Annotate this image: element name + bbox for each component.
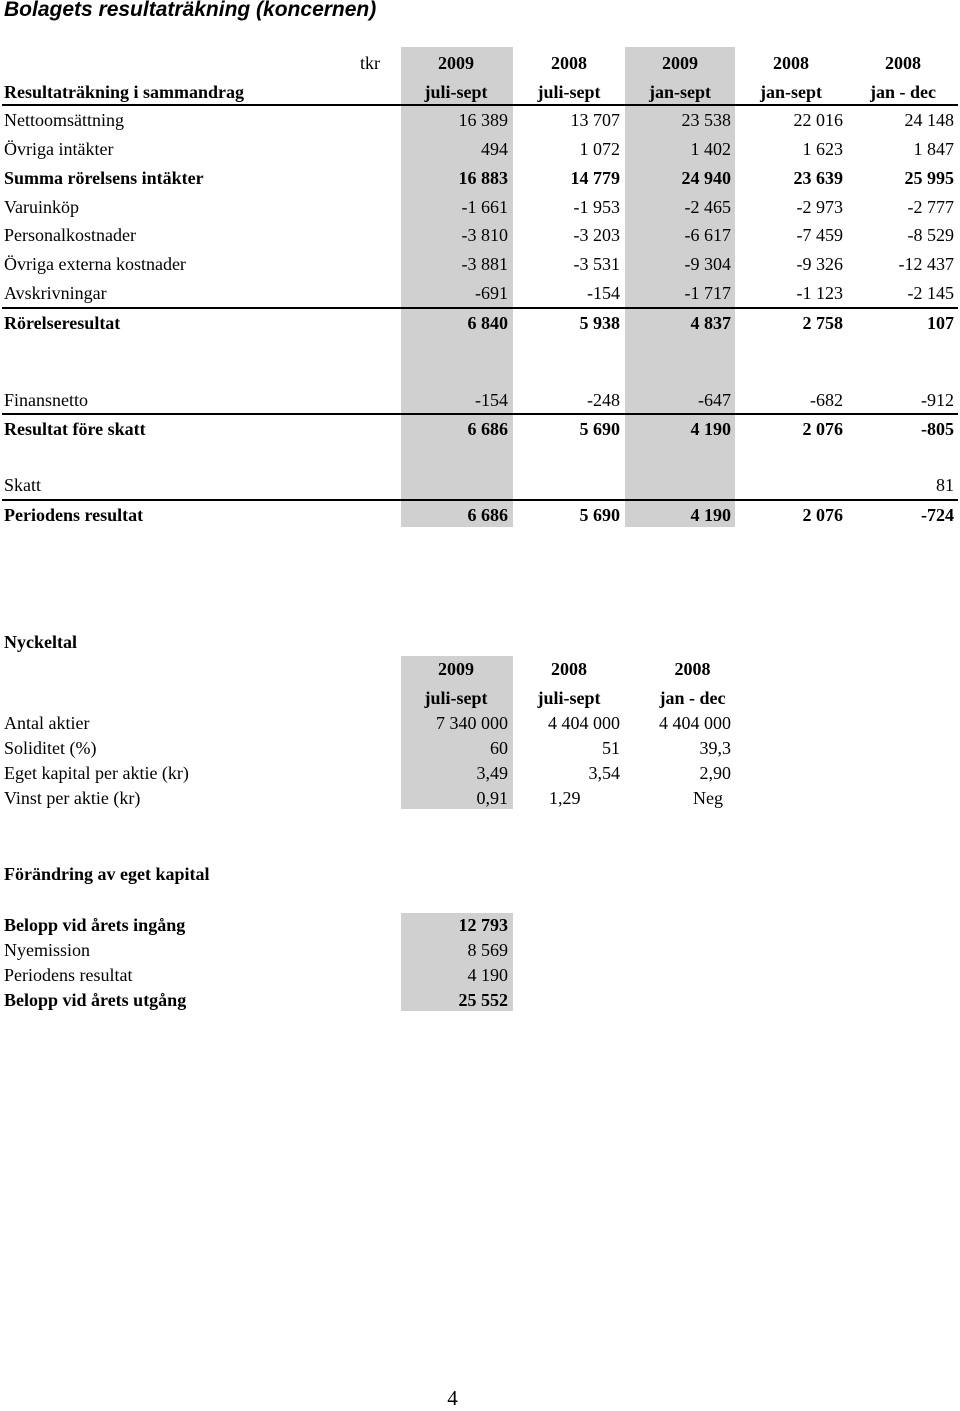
keyfig-cell: 1,29 [549, 788, 581, 808]
page-number: 4 [447, 1386, 458, 1410]
keyfig-year-header: 2008 [551, 659, 587, 679]
keyfig-year-header: 2009 [438, 659, 474, 679]
keyfig-year-header: 2008 [674, 659, 711, 679]
income-cell: 23 538 [681, 110, 731, 130]
period-header: juli-sept [424, 82, 488, 102]
keyfig-cell: 3,54 [588, 763, 620, 783]
keyfig-period-header: juli-sept [424, 688, 488, 708]
unit-label: tkr [360, 53, 380, 73]
income-cell: 1 847 [913, 139, 954, 159]
equity-value: 25 552 [458, 990, 508, 1010]
equity-heading: Förändring av eget kapital [4, 864, 210, 884]
year-header: 2009 [662, 53, 698, 73]
income-cell: -3 203 [573, 225, 620, 245]
keyfig-period-header: jan - dec [659, 688, 726, 708]
keyfig-cell: 3,49 [476, 763, 508, 783]
income-cell: 13 707 [570, 110, 620, 130]
income-cell: -6 617 [684, 225, 731, 245]
income-row-label: Varuinköp [4, 197, 79, 217]
income-cell: 6 686 [467, 505, 508, 525]
year-header: 2008 [551, 53, 587, 73]
year-header: 2009 [438, 53, 474, 73]
income-cell: -724 [921, 505, 954, 525]
income-cell: 6 686 [467, 419, 508, 439]
income-cell: -7 459 [796, 225, 843, 245]
keyfigures-heading: Nyckeltal [4, 632, 77, 652]
period-header: juli-sept [537, 82, 601, 102]
equity-row-label: Nyemission [4, 940, 91, 960]
income-cell: 2 076 [802, 419, 843, 439]
equity-row-label: Belopp vid årets ingång [4, 915, 186, 935]
keyfig-cell: 4 404 000 [659, 713, 731, 733]
income-cell: 4 837 [690, 313, 731, 333]
keyfig-cell: 39,3 [699, 738, 731, 758]
income-row-label: Övriga intäkter [4, 139, 114, 159]
income-cell: -805 [921, 419, 954, 439]
keyfig-cell: Neg [693, 788, 723, 808]
income-label: Resultaträkning i sammandrag [4, 82, 245, 102]
income-cell: -154 [587, 283, 620, 303]
income-cell: -2 145 [907, 283, 954, 303]
income-cell: -912 [921, 390, 954, 410]
keyfig-cell: 51 [602, 738, 620, 758]
income-cell: -3 881 [461, 254, 508, 274]
income-cell: -1 717 [684, 283, 731, 303]
income-cell: 5 690 [579, 419, 620, 439]
keyfig-row-label: Eget kapital per aktie (kr) [4, 763, 189, 783]
income-row-label: Avskrivningar [4, 283, 107, 303]
income-cell: -9 326 [796, 254, 843, 274]
period-header: jan-sept [760, 82, 822, 102]
income-cell: 23 639 [793, 168, 843, 188]
keyfig-row-label: Antal aktier [4, 713, 90, 733]
year-header: 2008 [885, 53, 921, 73]
income-row-label: Summa rörelsens intäkter [4, 168, 204, 188]
income-cell: -1 123 [796, 283, 843, 303]
income-cell: 24 148 [904, 110, 954, 130]
income-cell: 81 [936, 475, 954, 495]
page-title: Bolagets resultaträkning (koncernen) [4, 0, 377, 21]
income-cell: 1 072 [579, 139, 620, 159]
income-cell: 5 938 [579, 313, 620, 333]
income-cell: 24 940 [681, 168, 731, 188]
income-cell: 1 402 [690, 139, 731, 159]
income-cell: -1 661 [461, 197, 508, 217]
income-cell: -2 465 [684, 197, 731, 217]
income-row-label: Skatt [4, 475, 42, 495]
equity-value: 4 190 [467, 965, 508, 985]
income-row-label: Periodens resultat [4, 505, 144, 525]
header-divider [2, 104, 958, 106]
keyfig-cell: 60 [490, 738, 508, 758]
income-cell: -248 [587, 390, 620, 410]
income-cell: 22 016 [793, 110, 843, 130]
operating-result-divider [2, 307, 958, 309]
income-row-label: Finansnetto [4, 390, 88, 410]
keyfig-cell: 0,91 [476, 788, 508, 808]
income-cell: 5 690 [579, 505, 620, 525]
equity-value: 8 569 [467, 940, 508, 960]
income-row-label: Rörelseresultat [4, 313, 121, 333]
income-row-label: Övriga externa kostnader [4, 254, 186, 274]
income-cell: 4 190 [690, 505, 731, 525]
keyfig-row-label: Soliditet (%) [4, 738, 97, 758]
income-row-label: Personalkostnader [4, 225, 136, 245]
income-cell: -3 531 [573, 254, 620, 274]
keyfig-cell: 4 404 000 [548, 713, 620, 733]
income-cell: 4 190 [690, 419, 731, 439]
equity-row-label: Periodens resultat [4, 965, 133, 985]
equity-value: 12 793 [458, 915, 508, 935]
income-cell: 25 995 [904, 168, 954, 188]
equity-row-label: Belopp vid årets utgång [4, 990, 187, 1010]
income-cell: -2 777 [907, 197, 954, 217]
income-cell: 1 623 [802, 139, 843, 159]
keyfig-cell: 2,90 [699, 763, 731, 783]
keyfig-cell: 7 340 000 [436, 713, 508, 733]
income-cell: 2 076 [802, 505, 843, 525]
period-result-divider [2, 499, 958, 501]
income-cell: -8 529 [907, 225, 954, 245]
year-header: 2008 [773, 53, 809, 73]
income-row-label: Nettoomsättning [4, 110, 124, 130]
income-cell: -154 [475, 390, 508, 410]
income-cell: 2 758 [802, 313, 843, 333]
income-row-label: Resultat före skatt [4, 419, 146, 439]
income-cell: -691 [475, 283, 508, 303]
income-cell: 107 [927, 313, 954, 333]
income-cell: -1 953 [573, 197, 620, 217]
income-cell: -647 [698, 390, 731, 410]
income-cell: 494 [481, 139, 508, 159]
keyfig-period-header: juli-sept [537, 688, 601, 708]
income-cell: -3 810 [461, 225, 508, 245]
income-cell: -682 [810, 390, 843, 410]
income-cell: -9 304 [684, 254, 731, 274]
pretax-divider [2, 413, 958, 415]
income-cell: 6 840 [467, 313, 508, 333]
keyfig-row-label: Vinst per aktie (kr) [4, 788, 141, 808]
period-header: jan-sept [649, 82, 711, 102]
income-cell: 16 389 [458, 110, 508, 130]
income-cell: 16 883 [458, 168, 508, 188]
income-cell: 14 779 [570, 168, 620, 188]
income-cell: -12 437 [898, 254, 954, 274]
income-cell: -2 973 [796, 197, 843, 217]
period-header: jan - dec [870, 82, 936, 102]
